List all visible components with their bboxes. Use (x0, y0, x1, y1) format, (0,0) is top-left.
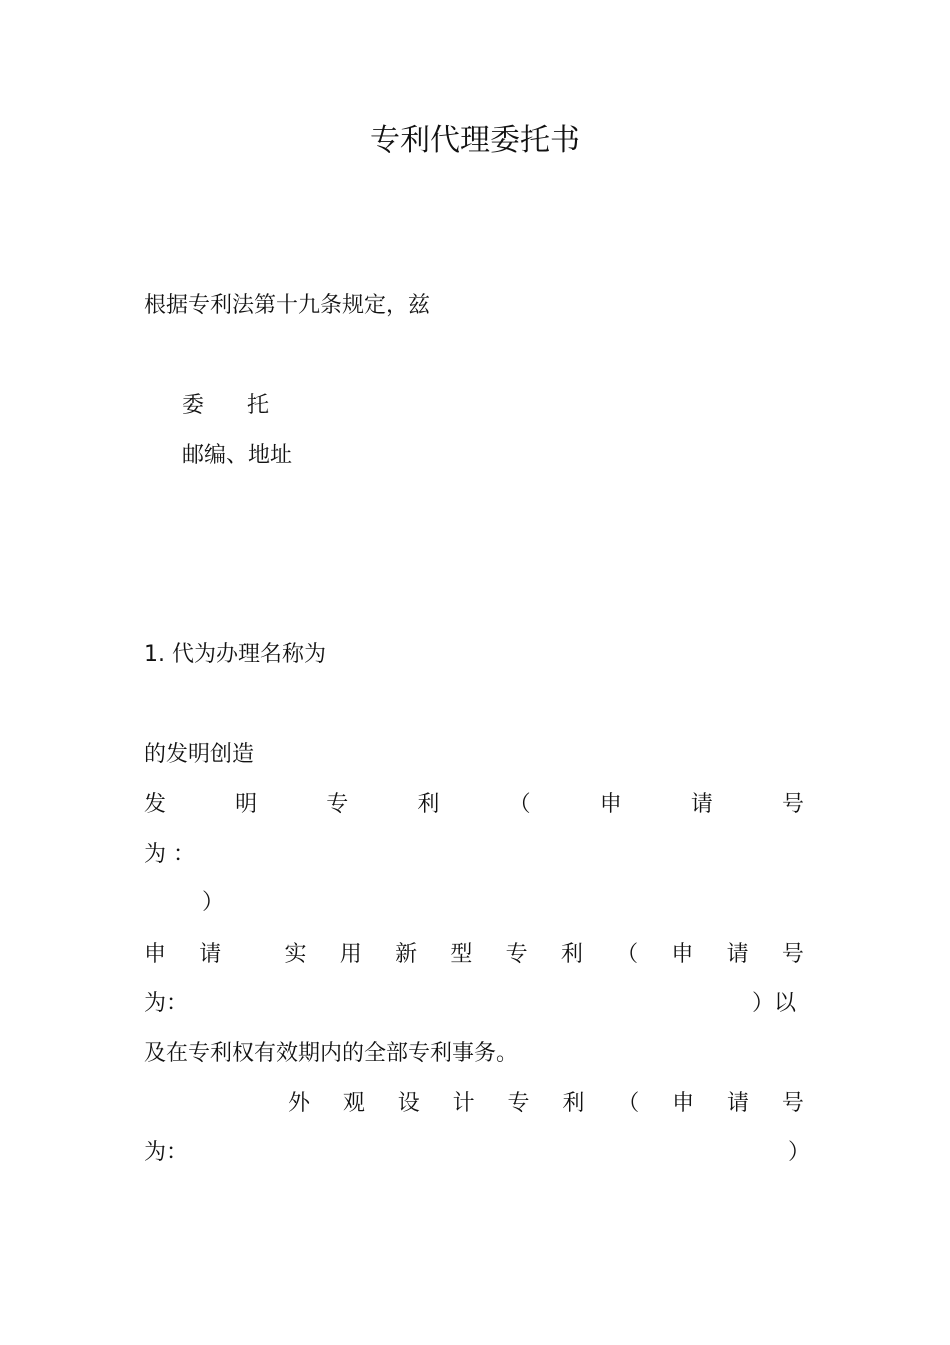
utility-char: 号 (781, 942, 804, 967)
invention-char: （ (508, 792, 531, 817)
paren-yi-text: ）以 (752, 991, 797, 1016)
utility-char: 申 (671, 942, 694, 967)
design-char: 利 (562, 1091, 585, 1116)
design-char: 外 (288, 1091, 311, 1116)
invention-char: 利 (417, 792, 440, 817)
invention-char: 发 (144, 792, 167, 817)
intro-text: 根据专利法第十九条规定，兹 (144, 293, 431, 318)
entrust-char-2: 托 (247, 393, 270, 418)
utility-char: 请 (726, 942, 749, 967)
utility-char: 实 (284, 942, 307, 967)
entrust-char-1: 委 (182, 393, 205, 418)
wei-colon-text-3: 为： (144, 1140, 189, 1165)
design-char: 号 (781, 1091, 804, 1116)
utility-char: 新 (395, 942, 418, 967)
wei-colon-text-2: 为： (144, 991, 189, 1016)
invention-char: 明 (235, 792, 258, 817)
design-char: （ (617, 1091, 640, 1116)
close-paren-2: ） (788, 1140, 811, 1165)
design-char: 专 (507, 1091, 530, 1116)
address-label: 邮编、地址 (182, 443, 293, 468)
design-char: 请 (727, 1091, 750, 1116)
document-title: 专利代理委托书 (370, 123, 580, 158)
wei-colon-text: 为 ： (144, 842, 195, 867)
utility-char: 请 (199, 942, 222, 967)
design-char: 观 (342, 1091, 365, 1116)
invention-patent-line (144, 794, 804, 816)
invention-creation-text: 的发明创造 (144, 742, 255, 767)
invention-char: 专 (326, 792, 349, 817)
design-patent-line (288, 1093, 804, 1115)
invention-char: 号 (781, 792, 804, 817)
utility-char: 申 (144, 942, 167, 967)
item-1-text: 1. 代为办理名称为 (144, 642, 326, 667)
design-char: 申 (672, 1091, 695, 1116)
utility-char: 专 (505, 942, 528, 967)
close-paren: ） (202, 890, 225, 915)
invention-char: 请 (690, 792, 713, 817)
design-char: 计 (452, 1091, 475, 1116)
design-char: 设 (397, 1091, 420, 1116)
utility-char: 利 (560, 942, 583, 967)
utility-char: （ (616, 942, 639, 967)
utility-char: 用 (339, 942, 362, 967)
all-affairs-text: 及在专利权有效期内的全部专利事务。 (144, 1041, 519, 1066)
utility-patent-line (144, 944, 804, 966)
utility-char: 型 (450, 942, 473, 967)
invention-char: 申 (599, 792, 622, 817)
